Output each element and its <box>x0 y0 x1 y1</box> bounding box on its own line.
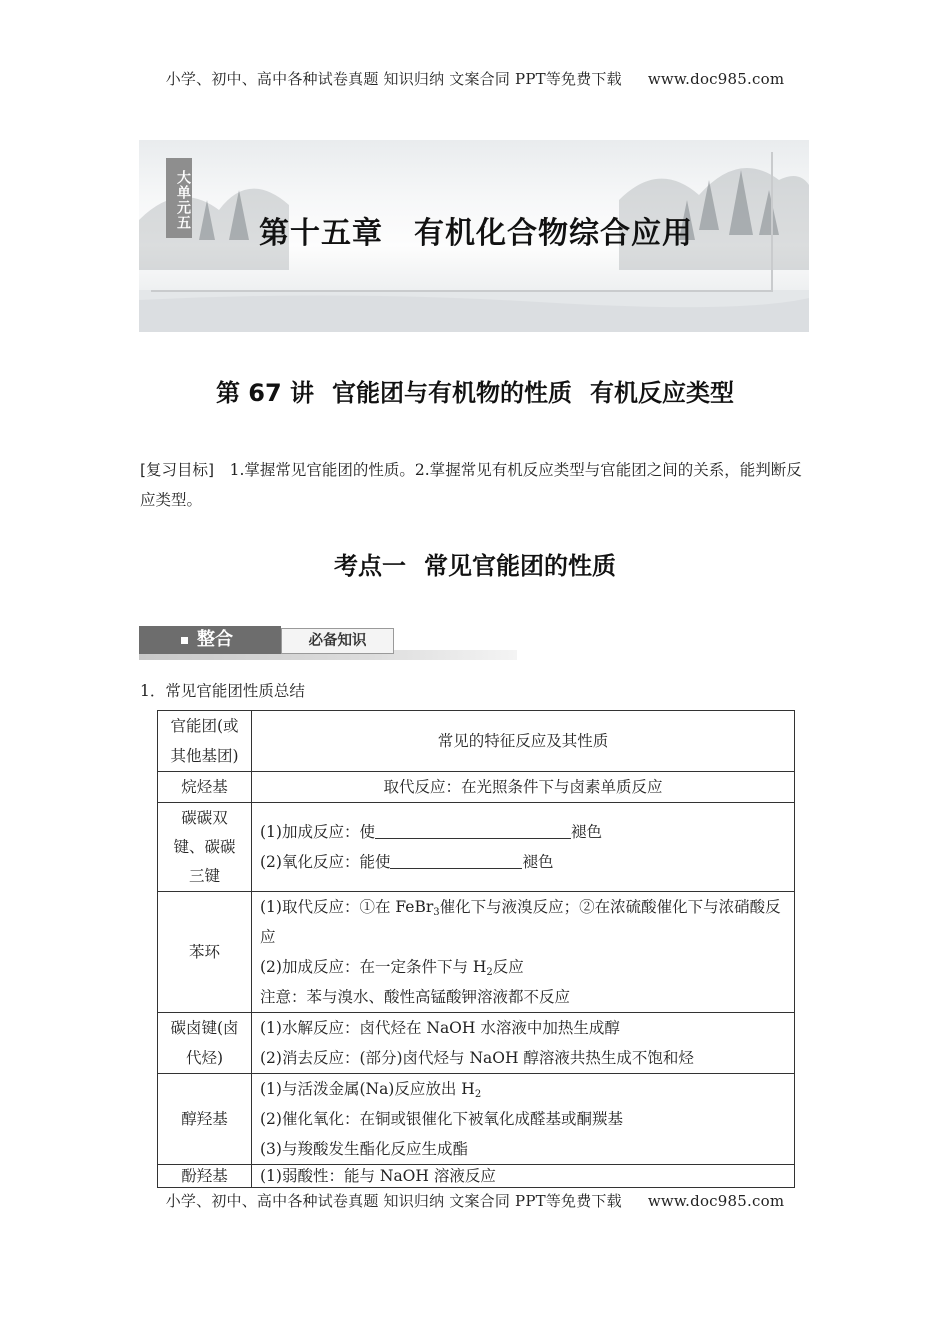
desc-halide <box>252 1013 795 1074</box>
group-benzene: 苯环 <box>158 892 252 1013</box>
answer-blank[interactable] <box>375 821 571 839</box>
header-cell-reaction: 常见的特征反应及其性质 <box>252 711 795 772</box>
page-header <box>0 68 950 89</box>
desc-benzene <box>252 892 795 1013</box>
review-text: 1.掌握常见官能团的性质。2.掌握常见有机反应类型与官能团之间的关系，能判断反应类型。 <box>140 461 802 509</box>
benzene-line2 <box>260 952 786 982</box>
header-group-line2: 其他基团) <box>170 747 239 765</box>
bar-dark-label: 整合 <box>197 629 233 650</box>
page-footer <box>0 1190 950 1211</box>
desc-alkane: 取代反应：在光照条件下与卤素单质反应 <box>252 772 795 803</box>
group-alkene-line3: 三键 <box>188 866 220 885</box>
section-number: 考点一 <box>334 552 406 580</box>
alkene-l1-post: 褪色 <box>570 823 602 841</box>
group-alkene-line2: 键、碳碳 <box>173 837 236 856</box>
lecture-topic-1: 官能团与有机物的性质 <box>332 379 573 407</box>
desc-alkene <box>252 803 795 892</box>
header-group-line1: 官能团(或 <box>170 717 239 735</box>
lecture-title <box>0 373 950 408</box>
group-alcohol: 醇羟基 <box>158 1074 252 1165</box>
alkene-l2-pre: (2)氧化反应：能使 <box>260 853 391 871</box>
section-title <box>0 546 950 581</box>
benzene-l2a: (2)加成反应：在一定条件下与 H <box>260 958 487 976</box>
group-alkane: 烷烃基 <box>158 772 252 803</box>
square-icon <box>181 637 188 644</box>
review-tag: [复习目标] <box>140 461 215 479</box>
footer-text: 小学、初中、高中各种试卷真题 知识归纳 文案合同 PPT等免费下载 <box>165 1192 622 1210</box>
review-objectives <box>140 455 810 515</box>
alcohol-line1 <box>260 1074 786 1104</box>
functional-group-table <box>157 710 795 1188</box>
halide-line1: (1)水解反应：卤代烃在 NaOH 水溶液中加热生成醇 <box>260 1019 620 1037</box>
alkene-line2 <box>260 847 786 877</box>
header-cell-group <box>158 711 252 772</box>
table-row <box>158 892 795 1013</box>
unit-tag: 大单元五 <box>166 158 192 238</box>
header-site[interactable]: www.doc985.com <box>647 70 785 88</box>
benzene-l2-sub: 2 <box>486 967 493 978</box>
alkene-line1 <box>260 817 786 847</box>
chapter-banner <box>139 140 809 332</box>
table-row <box>158 1013 795 1074</box>
alcohol-line2: (2)催化氧化：在铜或银催化下被氧化成醛基或酮羰基 <box>260 1110 623 1128</box>
header-text: 小学、初中、高中各种试卷真题 知识归纳 文案合同 PPT等免费下载 <box>165 70 622 88</box>
benzene-l1-sub: 3 <box>433 907 440 918</box>
group-alkene <box>158 803 252 892</box>
halide-line2: (2)消去反应：(部分)卤代烃与 NaOH 醇溶液共热生成不饱和烃 <box>260 1049 694 1067</box>
alcohol-l1a: (1)与活泼金属(Na)反应放出 H <box>260 1080 475 1098</box>
benzene-l1a: (1)取代反应：①在 FeBr <box>260 898 434 916</box>
answer-blank[interactable] <box>390 851 522 869</box>
table-row <box>158 1074 795 1165</box>
benzene-l2b: 反应 <box>492 958 524 976</box>
section-topic: 常见官能团的性质 <box>424 552 616 580</box>
chapter-title: 第十五章 有机化合物综合应用 <box>259 216 693 251</box>
desc-phenol: (1)弱酸性：能与 NaOH 溶液反应 <box>252 1165 795 1188</box>
group-alkene-line1: 碳碳双 <box>181 808 228 827</box>
section-bar <box>139 626 517 660</box>
alkene-l2-post: 褪色 <box>522 853 554 871</box>
lecture-topic-2: 有机反应类型 <box>590 379 735 407</box>
group-halide-line1: 碳卤键(卤 <box>170 1019 239 1037</box>
lecture-number: 第 67 讲 <box>215 379 315 407</box>
alkene-l1-pre: (1)加成反应：使 <box>260 823 375 841</box>
desc-alcohol <box>252 1074 795 1165</box>
benzene-line1 <box>260 892 786 952</box>
group-halide <box>158 1013 252 1074</box>
alcohol-line3: (3)与羧酸发生酯化反应生成酯 <box>260 1140 468 1158</box>
table-row <box>158 1165 795 1188</box>
table-header-row <box>158 711 795 772</box>
list-title: 1．常见官能团性质总结 <box>140 682 305 700</box>
footer-site[interactable]: www.doc985.com <box>647 1192 785 1210</box>
benzene-line3: 注意：苯与溴水、酸性高锰酸钾溶液都不反应 <box>260 988 571 1006</box>
table-row <box>158 803 795 892</box>
group-phenol: 酚羟基 <box>158 1165 252 1188</box>
benzene-l1b: 催化下与液溴反应；②在浓硫酸催化下与浓硝酸反应 <box>260 898 781 946</box>
bar-dark <box>139 626 281 654</box>
table-row <box>158 772 795 803</box>
group-halide-line2: 代烃) <box>185 1049 224 1067</box>
alcohol-l1-sub: 2 <box>474 1089 482 1100</box>
bar-light-label: 必备知识 <box>281 628 394 654</box>
